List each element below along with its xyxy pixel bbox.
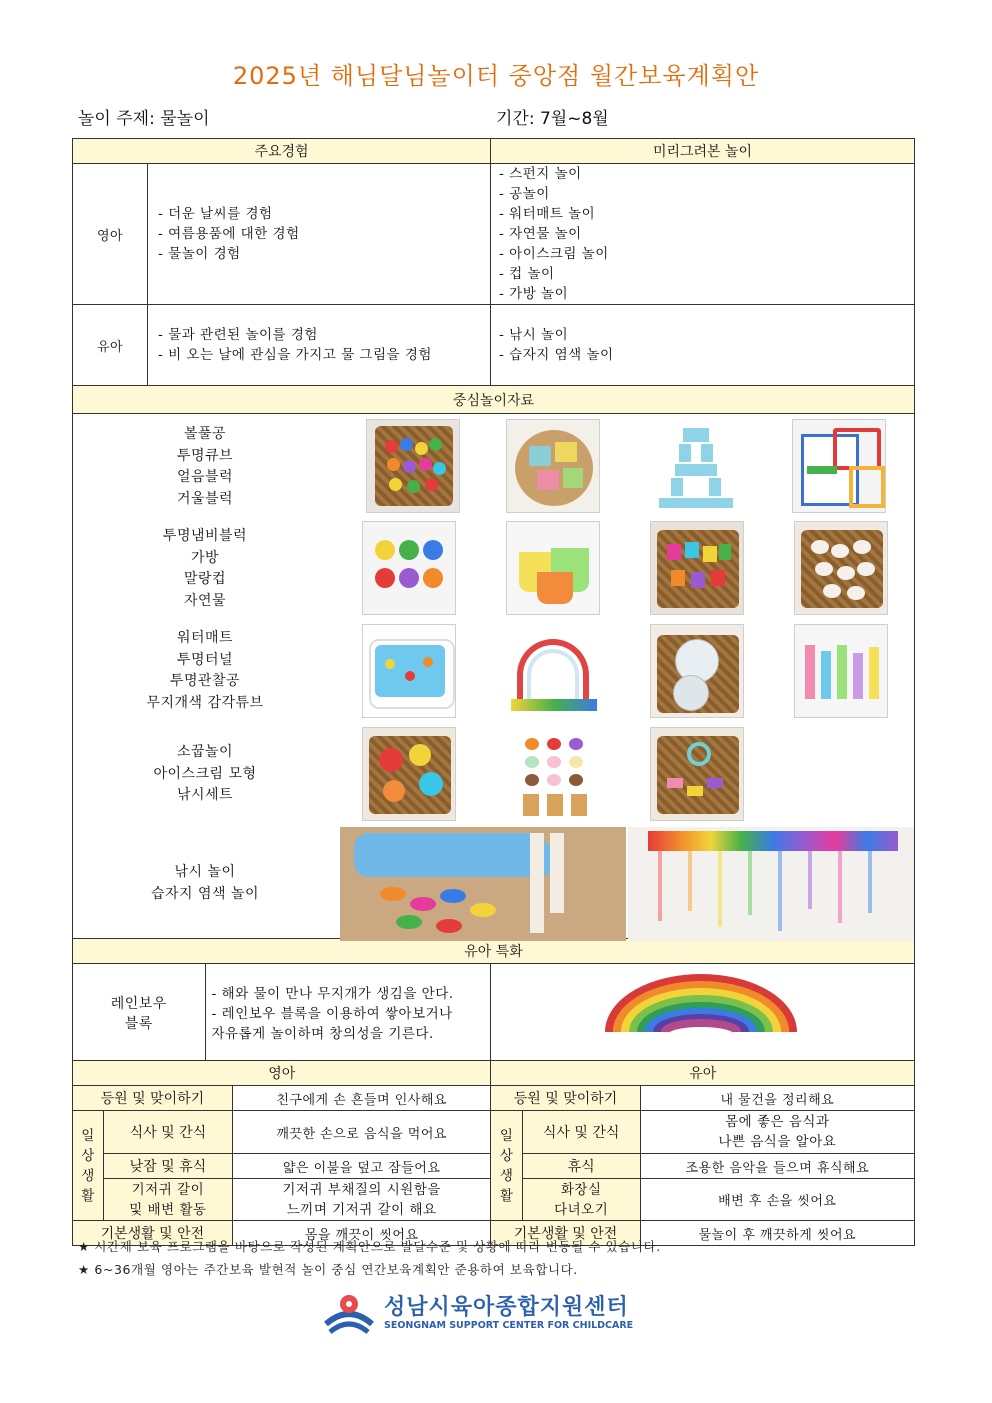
special-description: - 해와 물이 만나 무지개가 생김을 안다. - 레인보우 블록을 이용하여 쌓아보거나 자유롭게 놀이하며 창의성을 기른다.: [205, 964, 490, 1065]
toddler-arrival-label: 등원 및 맞이하기: [491, 1086, 640, 1111]
toddler-daily-header: 유아: [491, 1061, 915, 1086]
ball-pool-photo: [366, 419, 460, 513]
soft-cup-photo: [650, 521, 744, 615]
clear-tunnel-photo: [506, 624, 600, 718]
fishing-play-photo: [340, 827, 626, 941]
rainbow-block-cell: [490, 964, 914, 1065]
toddler-daily-side-label: 일 상 생 활: [491, 1111, 522, 1221]
materials-group-1: 볼풀공 투명큐브 얼음블럭 거울블럭: [176, 426, 234, 507]
infant-basic-label: 기본생활 및 안전: [73, 1221, 233, 1246]
logo-name-en: SEONGNAM SUPPORT CENTER FOR CHILDCARE: [384, 1320, 634, 1331]
infant-planned-plays: - 스펀지 놀이 - 공놀이 - 워터매트 놀이 - 자연물 놀이 - 아이스크림 놀이 - 컵 놀이 - 가방 놀이: [491, 164, 915, 305]
materials-group-3: 워터매트 투명터널 투명관찰공 무지개색 감각튜브: [146, 630, 264, 711]
materials-group-4: 소꿉놀이 아이스크림 모형 낚시세트: [153, 744, 257, 803]
natural-material-photo: [794, 521, 888, 615]
house-play-photo: [362, 727, 456, 821]
infant-nap-label: 낮잠 및 휴식: [103, 1154, 232, 1179]
infant-daily-header: 영아: [73, 1061, 491, 1086]
ice-cream-model-photo: [506, 727, 600, 821]
infant-arrival-label: 등원 및 맞이하기: [73, 1086, 233, 1111]
materials-group-2: 투명냄비블럭 가방 말랑컵 자연물: [162, 528, 248, 609]
bag-photo: [506, 521, 600, 615]
observation-ball-photo: [650, 624, 744, 718]
toddler-meal: 몸에 좋은 음식과 나쁜 음식을 알아요: [640, 1111, 914, 1154]
toddler-basic: 물놀이 후 깨끗하게 씻어요: [640, 1221, 914, 1246]
sensory-tube-photo: [794, 624, 888, 718]
infant-nap: 얇은 이불을 덮고 잠들어요: [232, 1154, 491, 1179]
page-title: 2025년 해님달님놀이터 중앙점 월간보육계획안: [232, 62, 760, 90]
center-logo: [320, 1290, 680, 1340]
play-theme: 놀이 주제: 물놀이: [78, 109, 210, 129]
ice-block-photo: [648, 419, 742, 513]
toddler-meal-label: 식사 및 간식: [522, 1111, 640, 1154]
toddler-toilet: 배변 후 손을 씻어요: [640, 1179, 914, 1221]
logo-emblem-icon: [320, 1290, 378, 1338]
special-name: 레인보우 블록: [73, 964, 206, 1065]
daily-life-table: [72, 1060, 915, 1246]
toddler-toilet-label: 화장실 다녀오기: [522, 1179, 640, 1221]
note-1: ★ 시간제 보육 프로그램을 바탕으로 작성된 계획안으로 발달수준 및 상황에 따라 변동될 수 있습니다.: [78, 1239, 661, 1254]
logo-name-ko: 성남시육아종합지원센터: [384, 1295, 629, 1320]
infant-age-label: 영아: [73, 164, 148, 305]
infant-daily-side-label: 일 상 생 활: [73, 1111, 104, 1221]
infant-experiences: - 더운 날씨를 경험 - 여름용품에 대한 경험 - 물놀이 경험: [148, 164, 491, 305]
infant-diaper: 기저귀 부채질의 시원함을 느끼며 기저귀 갈이 해요: [232, 1179, 491, 1221]
toddler-basic-label: 기본생활 및 안전: [491, 1221, 640, 1246]
water-mat-photo: [362, 624, 456, 718]
toddler-experiences: - 물과 관련된 놀이를 경험 - 비 오는 날에 관심을 가지고 물 그림을 경험: [148, 305, 491, 386]
toddler-arrival: 내 물건을 정리해요: [640, 1086, 914, 1111]
fishing-set-photo: [650, 727, 744, 821]
toddler-age-label: 유아: [73, 305, 148, 386]
special-header: 유아 특화: [73, 939, 915, 964]
infant-arrival: 친구에게 손 흔들며 인사해요: [232, 1086, 491, 1111]
materials-header: 중심놀이자료: [73, 386, 915, 414]
toddler-planned-plays: - 낚시 놀이 - 습자지 염색 놀이: [491, 305, 915, 386]
planned-play-header: 미리그려본 놀이: [491, 139, 915, 164]
toddler-rest-label: 휴식: [522, 1154, 640, 1179]
infant-meal: 깨끗한 손으로 음식을 먹어요: [232, 1111, 491, 1154]
tissue-dye-photo: [628, 827, 914, 941]
note-2: ★ 6~36개월 영아는 주간보육 발현적 놀이 중심 연간보육계획안 준용하여 보육합니다.: [78, 1262, 578, 1277]
infant-meal-label: 식사 및 간식: [103, 1111, 232, 1154]
infant-diaper-label: 기저귀 갈이 및 배변 활동: [103, 1179, 232, 1221]
special-table: [72, 963, 915, 1065]
toddler-rest: 조용한 음악을 들으며 휴식해요: [640, 1154, 914, 1179]
plan-period: 기간: 7월~8월: [496, 109, 609, 129]
mirror-block-photo: [792, 419, 886, 513]
main-experience-header: 주요경험: [73, 139, 491, 164]
materials-group-5: 낚시 놀이 습자지 염색 놀이: [150, 864, 260, 902]
infant-basic: 몸을 깨끗이 씻어요: [232, 1221, 491, 1246]
rainbow-block-image: [491, 964, 914, 1060]
clear-pot-block-photo: [362, 521, 456, 615]
clear-cube-photo: [506, 419, 600, 513]
